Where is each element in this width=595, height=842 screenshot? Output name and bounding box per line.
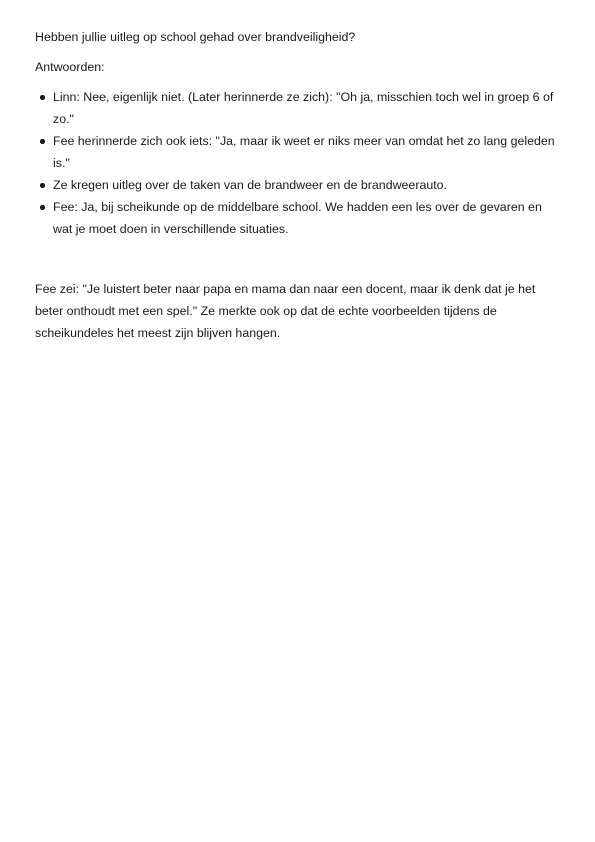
answer-text: Fee herinnerde zich ook iets: "Ja, maar ik weet er niks meer van omdat het zo lang geleden is.": [53, 134, 555, 170]
bullet-icon: [40, 183, 45, 188]
bullet-icon: [40, 95, 45, 100]
list-item: [53, 196, 560, 240]
bullet-icon: [40, 139, 45, 144]
interview-question: Hebben jullie uitleg op school gehad over brandveiligheid?: [35, 30, 356, 44]
list-item: [53, 130, 560, 174]
document-page: [35, 28, 560, 344]
bullet-icon: [40, 205, 45, 210]
answer-text: Ze kregen uitleg over de taken van de brandweer en de brandweerauto.: [53, 178, 448, 192]
answers-heading: Antwoorden:: [35, 60, 105, 74]
answer-text: Fee: Ja, bij scheikunde op de middelbare school. We hadden een les over de gevaren en wat je moet doen in verschillende situaties.: [53, 200, 542, 236]
answers-list: [35, 86, 560, 240]
list-item: [53, 86, 560, 130]
conclusion-paragraph: Fee zei: "Je luistert beter naar papa en mama dan naar een docent, maar ik denk dat je het beter onthoudt met een spel." Ze merkte ook op dat de echte voorbeelden tijdens de scheikundeles het meest zijn blijven hangen.: [35, 282, 536, 340]
list-item: [53, 174, 560, 196]
answer-text: Linn: Nee, eigenlijk niet. (Later herinnerde ze zich): "Oh ja, misschien toch wel in groep 6 of zo.": [53, 90, 554, 126]
